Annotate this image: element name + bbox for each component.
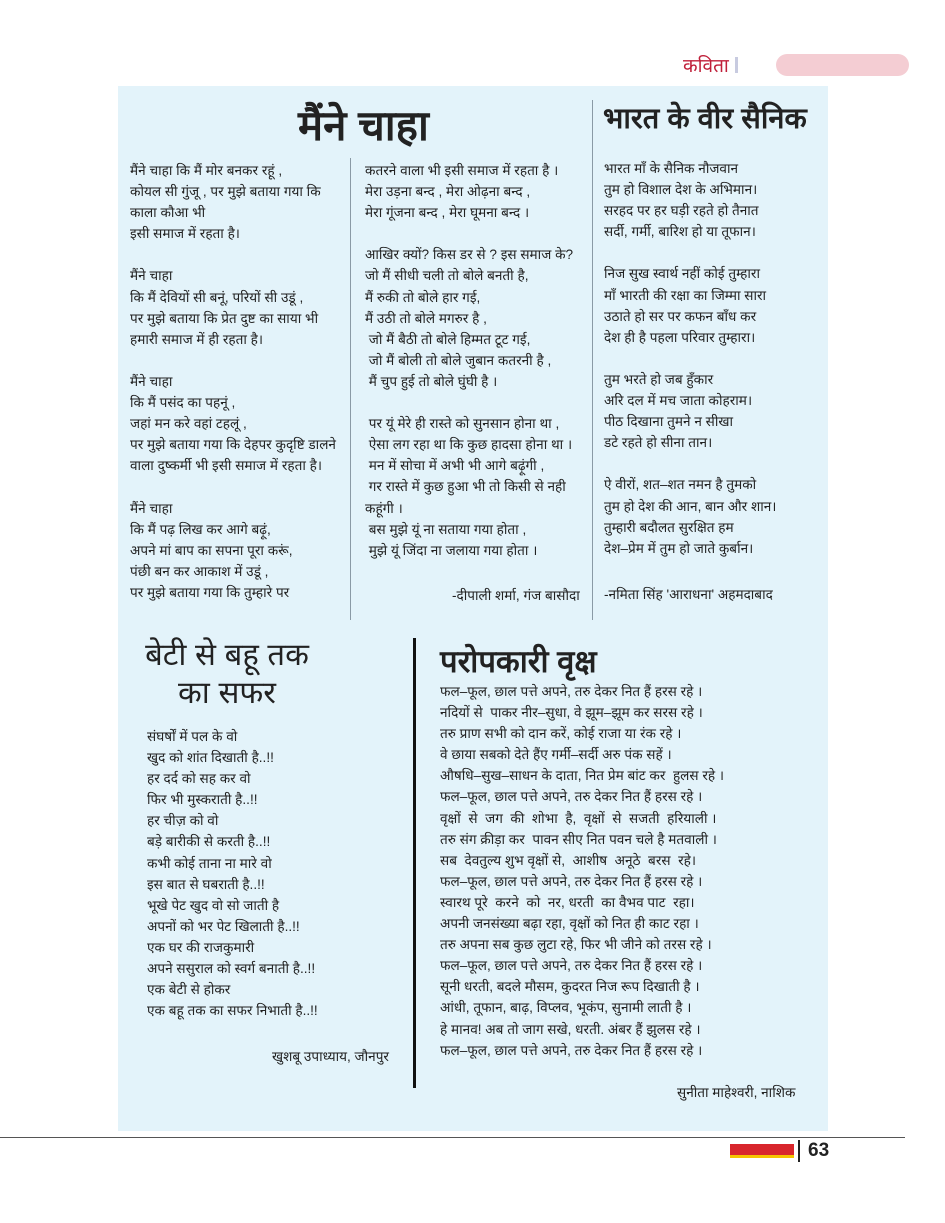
poem-line: मैंने चाहा — [130, 373, 173, 389]
poem-line: अपनी जनसंख्या बढ़ा रहा, वृक्षों को नित ही काट रहा । — [440, 916, 699, 932]
poem-line: आंधी, तूफान, बाढ़, विप्लव, भूकंप, सुनामी लाती है । — [440, 1000, 692, 1016]
poem-line: फल–फूल, छाल पत्ते अपने, तरु देकर नित हैं हरस रहे । — [440, 684, 703, 699]
poem-column — [147, 726, 318, 1021]
poem-line: एक बेटी से होकर — [147, 982, 231, 998]
poem-line: हर चीज़ को वो — [147, 813, 219, 829]
poem-line: औषधि–सुख–साधन के दाता, नित प्रेम बांट कर हुलस रहे । — [440, 768, 725, 784]
poem-column — [130, 160, 336, 603]
poem-title-paropkari: परोपकारी वृक्ष — [440, 644, 597, 679]
poem-line: तुम हो देश की आन, बान और शान। — [604, 498, 777, 514]
poem-line: फल–फूल, छाल पत्ते अपने, तरु देकर नित हैं हरस रहे । — [440, 958, 703, 974]
poem-line: सर्दी, गर्मी, बारिश हो या तूफान। — [604, 224, 756, 240]
poem-line: हमारी समाज में ही रहता है। — [130, 331, 264, 347]
poem-line: माँ भारती की रक्षा का जिम्मा सारा — [604, 287, 767, 303]
poem-line: पर मुझे बताया गया कि देहपर कुदृष्टि डालने — [130, 437, 336, 453]
poem-line: वृक्षों से जग की शोभा है, वृक्षों से सजती हरियाली । — [440, 810, 717, 826]
poem-line: देश–प्रेम में तुम हो जाते कुर्बान। — [604, 540, 754, 556]
poem-line: हे मानव! अब तो जाग सखे, धरती. अंबर हैं झुलस रहे । — [440, 1021, 701, 1037]
poem-line: अपने मां बाप का सपना पूरा करूं, — [130, 542, 293, 558]
poem-line: कहूंगी । — [365, 500, 403, 516]
poem-line: मेरा गूंजना बन्द , मेरा घूमना बन्द । — [365, 205, 530, 221]
poem-line: मैंने चाहा — [130, 268, 173, 284]
poem-line: वे छाया सबको देते हैंए गर्मी–सर्दी अरु पंक सहें । — [440, 747, 672, 763]
poem-line — [365, 223, 573, 244]
poem-line: एक बहू तक का सफर निभाती है..!! — [147, 1003, 318, 1019]
poem-line: अपने ससुराल को स्वर्ग बनाती है..!! — [147, 961, 316, 977]
poem-line: कभी कोई ताना ना मारे वो — [147, 855, 272, 871]
section-label: कविता — [683, 56, 729, 77]
poem-line: मेरा उड़ना बन्द , मेरा ओढ़ना बन्द , — [365, 184, 531, 200]
poem-line: पीठ दिखाना तुमने न सीखा — [604, 414, 734, 430]
poem-line: आखिर क्यों? किस डर से ? इस समाज के? — [365, 247, 574, 263]
poem-line: बस मुझे यूं ना सताया गया होता , — [365, 521, 527, 537]
column-divider — [413, 638, 416, 1088]
poem-line — [130, 350, 336, 371]
poem-line: बड़े बारीकी से करती है..!! — [147, 834, 271, 850]
poem-column — [365, 160, 573, 561]
poem-line: इसी समाज में रहता है। — [130, 226, 240, 242]
poem-line: पर यूं मेरे ही रास्ते को सुनसान होना था , — [365, 416, 560, 432]
poem-line: अरि दल में मच जाता कोहराम। — [604, 393, 753, 409]
poem-line: भूखे पेट खुद वो सो जाती है — [147, 897, 280, 913]
poem-line: जहां मन करे वहां टहलूं , — [130, 416, 247, 432]
poem-line: संघर्षों में पल के वो — [147, 729, 238, 744]
poem-line: मुझे यूं जिंदा ना जलाया गया होता । — [365, 542, 538, 558]
poem-line: जो मैं सीधी चली तो बोले बनती है, — [365, 268, 529, 284]
poem-line — [604, 453, 776, 474]
author: सुनीता माहेश्वरी, नाशिक — [677, 1085, 796, 1100]
poem-line: तरु प्राण सभी को दान करें, कोई राजा या रंक रहे । — [440, 726, 682, 742]
poem-line: मैंने चाहा — [130, 500, 173, 516]
poem-line: पंछी बन कर आकाश में उडूं , — [130, 563, 269, 579]
column-divider — [350, 158, 351, 620]
poem-line: अपनों को भर पेट खिलाती है..!! — [147, 918, 300, 934]
poem-line: मैं उठी तो बोले मगरुर है , — [365, 310, 487, 326]
poem-line: कतरने वाला भी इसी समाज में रहता है । — [365, 163, 559, 178]
poem-line: कोयल सी गुंजू , पर मुझे बताया गया कि — [130, 184, 321, 200]
poem-line: फल–फूल, छाल पत्ते अपने, तरु देकर नित हैं हरस रहे । — [440, 789, 703, 805]
poem-line: ऐसा लग रहा था कि कुछ हादसा होना था । — [365, 437, 573, 453]
poem-line: खुद को शांत दिखाती है..!! — [147, 750, 274, 766]
poem-line: तुम भरते हो जब हुँकार — [604, 371, 714, 387]
poem-line: मैं रुकी तो बोले हार गई, — [365, 289, 481, 305]
poem-line: उठाते हो सर पर कफन बाँध कर — [604, 308, 757, 324]
poem-line: नदियों से पाकर नीर–सुधा, वे झूम–झूम कर सरस रहे । — [440, 705, 703, 721]
poem-line: फल–फूल, छाल पत्ते अपने, तरु देकर नित हैं हरस रहे । — [440, 1042, 703, 1058]
author: -दीपाली शर्मा, गंज बासौदा — [452, 588, 580, 603]
poem-line: देश ही है पहला परिवार तुम्हारा। — [604, 329, 756, 345]
poem-title-veer-sainik: भारत के वीर सैनिक — [603, 103, 807, 135]
poem-line: कि मैं देवियों सी बनूं, परियों सी उडूं , — [130, 289, 304, 305]
divider — [798, 1140, 800, 1162]
poem-line: कि मैं पसंद का पहनूं , — [130, 395, 236, 411]
poem-line: स्वारथ पूरे करने को नर, धरती का वैभव पाट रहा। — [440, 894, 695, 910]
poem-line: मैं चुप हुई तो बोले घुंघी है । — [365, 373, 498, 389]
poem-line: ऐ वीरों, शत–शत नमन है तुमको — [604, 477, 757, 493]
poem-line: एक घर की राजकुमारी — [147, 939, 255, 955]
poem-line: तरु अपना सब कुछ लुटा रहे, फिर भी जीने को तरस रहे । — [440, 937, 712, 953]
poem-line: तरु संग क्रीड़ा कर पावन सीए नित पवन चले है मतवाली । — [440, 831, 717, 847]
title-line: का सफर — [178, 675, 276, 710]
poem-line: सब देवतुल्य शुभ वृक्षों से, आशीष अनूठे बरस रहे। — [440, 852, 697, 868]
poem-line: पर मुझे बताया गया कि तुम्हारे पर — [130, 584, 290, 600]
poem-line — [604, 348, 776, 369]
poem-line — [130, 244, 336, 265]
poem-line: भारत माँ के सैनिक नौजवान — [604, 161, 739, 176]
page-number: 63 — [808, 1140, 830, 1161]
poem-column — [604, 158, 776, 559]
footer-rule — [0, 1137, 905, 1138]
poem-line: मन में सोचा में अभी भी आगे बढ़ूंगी , — [365, 458, 545, 474]
poem-line: जो मैं बैठी तो बोले हिम्मत टूट गई, — [365, 331, 531, 347]
poem-line: गर रास्ते में कुछ हुआ भी तो किसी से नही — [365, 479, 566, 495]
author: खुशबू उपाध्याय, जौनपुर — [272, 1049, 389, 1064]
poem-line: तुम हो विशाल देश के अभिमान। — [604, 182, 758, 198]
poem-line — [130, 476, 336, 497]
poem-line: फिर भी मुस्कराती है..!! — [147, 792, 258, 808]
poem-line: हर दर्द को सह कर वो — [147, 771, 251, 787]
poem-line: जो मैं बोली तो बोले जुबान कतरनी है , — [365, 352, 552, 368]
poem-line: इस बात से घबराती है..!! — [147, 876, 265, 892]
poem-title-beti — [118, 636, 336, 712]
title-line: बेटी से बहू तक — [145, 637, 309, 672]
magazine-logo — [730, 1144, 794, 1158]
poem-line: सरहद पर हर घड़ी रहते हो तैनात — [604, 203, 759, 219]
poem-line: सूनी धरती, बदले मौसम, कुदरत निज रूप दिखाती है । — [440, 979, 700, 995]
poem-line: मैंने चाहा कि मैं मोर बनकर रहूं , — [130, 163, 283, 178]
poem-line: पर मुझे बताया कि प्रेत दुष्ट का साया भी — [130, 310, 319, 326]
poem-line: फल–फूल, छाल पत्ते अपने, तरु देकर नित हैं हरस रहे । — [440, 873, 703, 889]
author: -नमिता सिंह 'आराधना' अहमदाबाद — [604, 587, 773, 602]
poem-line: काला कौआ भी — [130, 205, 206, 221]
poem-line: तुम्हारी बदौलत सुरक्षित हम — [604, 519, 734, 535]
poem-line: निज सुख स्वार्थ नहीं कोई तुम्हारा — [604, 266, 760, 282]
poem-column — [440, 681, 724, 1061]
poem-line — [365, 392, 573, 413]
poem-line — [604, 242, 776, 263]
divider — [735, 57, 738, 73]
header-decoration — [776, 54, 909, 76]
poem-title-maine-chaha: मैंने चाहा — [298, 102, 429, 149]
column-divider — [592, 100, 593, 620]
poem-line: वाला दुष्कर्मी भी इसी समाज में रहता है। — [130, 458, 323, 474]
poem-line: कि मैं पढ़ लिख कर आगे बढ़ूं, — [130, 521, 271, 537]
poem-line: डटे रहते हो सीना तान। — [604, 435, 713, 451]
